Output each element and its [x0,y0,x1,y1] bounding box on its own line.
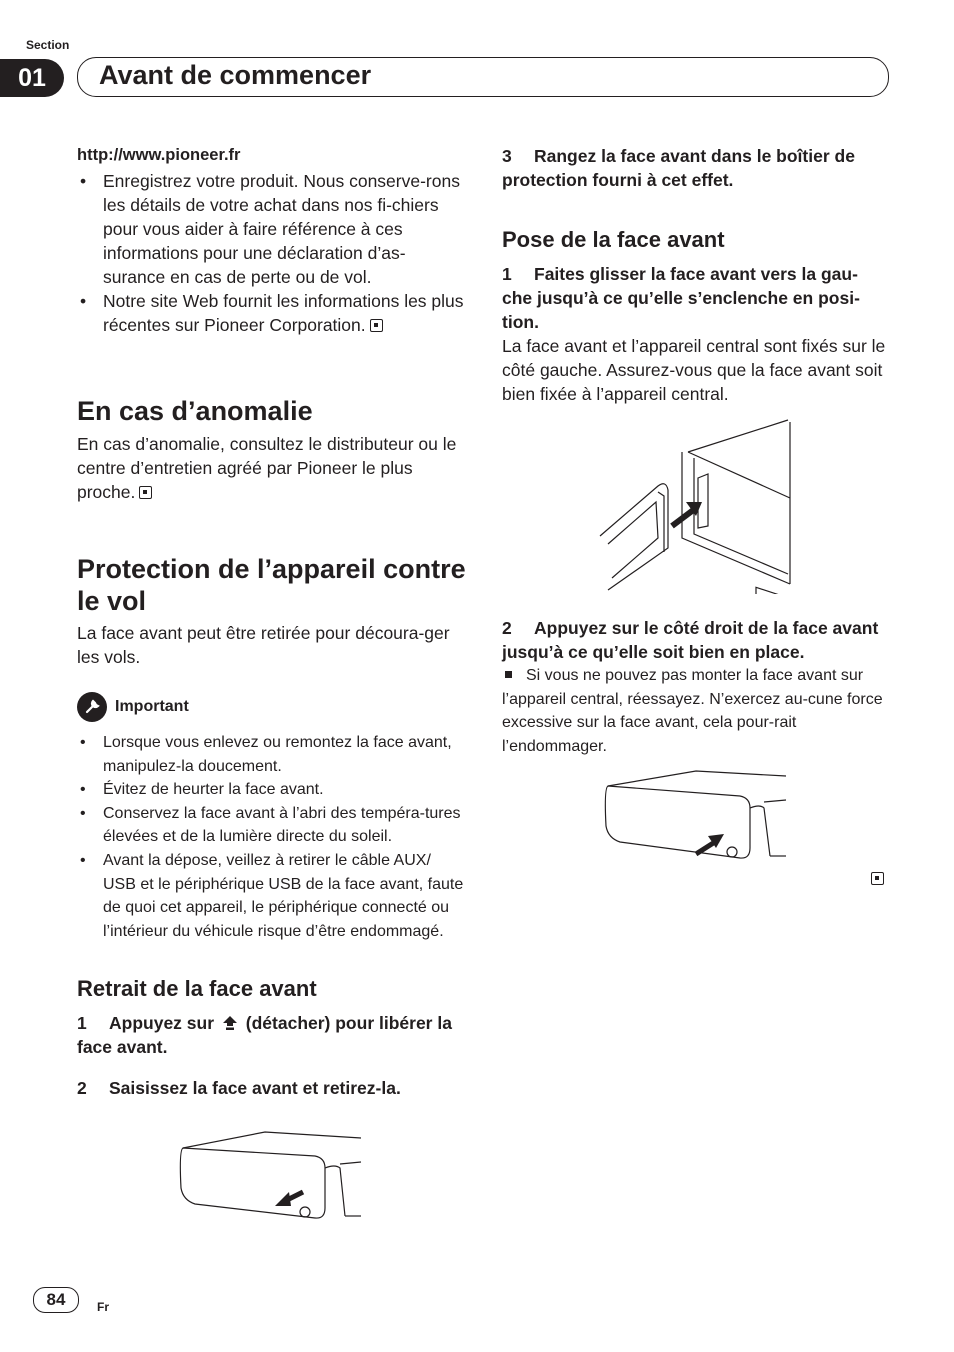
attach-note: Si vous ne pouvez pas monter la face avant sur l’appareil central, réessayez. N’exercez au-cune force excessive sur la face avant, cela pour-rait l’endommager. [502,667,883,755]
end-of-section-icon [139,486,152,499]
right-column [502,144,886,406]
end-of-section-icon [370,319,383,332]
important-header [77,692,467,722]
store-step: 3 Rangez la face avant dans le boîtier de protection fourni à cet effet. [502,146,855,190]
url-bullet-list [77,169,467,337]
section-label: Section [26,38,70,52]
pioneer-url: http://www.pioneer.fr [77,146,241,164]
list-item: • Conservez la face avant à l’abri des tempéra-tures élevées et de la lumière directe du soleil. [77,802,467,849]
attach-heading: Pose de la face avant [502,227,725,252]
removal-heading: Retrait de la face avant [77,976,317,1002]
important-bullet-list [77,731,467,943]
anomaly-text: En cas d’anomalie, consultez le distributeur ou le centre d’entretien agréé par Pioneer le plus proche. [77,434,457,502]
section-number: 01 [0,59,64,97]
note-square-icon [505,671,512,678]
anomaly-heading: En cas d’anomalie [77,396,313,426]
list-item: • Évitez de heurter la face avant. [77,778,467,802]
attach-step-2: 2 Appuyez sur le côté droit de la face avant jusqu’à ce qu’elle soit bien en place. [502,618,879,662]
attach-illustration [598,418,794,594]
protection-heading: Protection de l’appareil contre le vol [77,554,466,616]
protection-text: La face avant peut être retirée pour découra-ger les vols. [77,623,450,667]
detach-icon [221,1014,239,1032]
wrench-icon [77,692,107,722]
language-label: Fr [97,1300,109,1314]
removal-step-1: 1 Appuyez sur (détacher) pour libérer la face avant. [77,1013,452,1058]
right-column-lower [502,616,886,758]
attach-step-1: 1 Faites glisser la face avant vers la gau-che jusqu’à ce qu’elle s’enclenche en posi-tion. [502,264,860,332]
removal-step-2: 2 Saisissez la face avant et retirez-la. [77,1078,401,1099]
list-item: • Avant la dépose, veillez à retirer le câble AUX/ USB et le périphérique USB de la face avant, faute de quoi cet appareil, le périphérique connecté ou l’intérieur du véhicule risque d’être endommagé. [77,849,467,943]
attach-step-1-text: La face avant et l’appareil central sont fixés sur le côté gauche. Assurez-vous que la face avant soit bien fixée à l’appareil central. [502,336,886,404]
left-column [77,144,467,1100]
page-number: 84 [33,1287,79,1313]
section-title: Avant de commencer [99,60,372,90]
list-item: • Enregistrez votre produit. Nous conserve-rons les détails de votre achat dans nos fi-chiers pour vous aider à faire référence à ces informations pour une déclaration d’as-surance en cas de perte ou de vol. [77,169,467,289]
list-item: • Notre site Web fournit les informations les plus récentes sur Pioneer Corporation. [77,289,467,337]
removal-illustration [175,1128,365,1223]
list-item: • Lorsque vous enlevez ou remontez la face avant, manipulez-la doucement. [77,731,467,778]
end-of-section-icon [871,872,884,885]
press-illustration [600,768,790,862]
important-label: Important [115,698,189,715]
